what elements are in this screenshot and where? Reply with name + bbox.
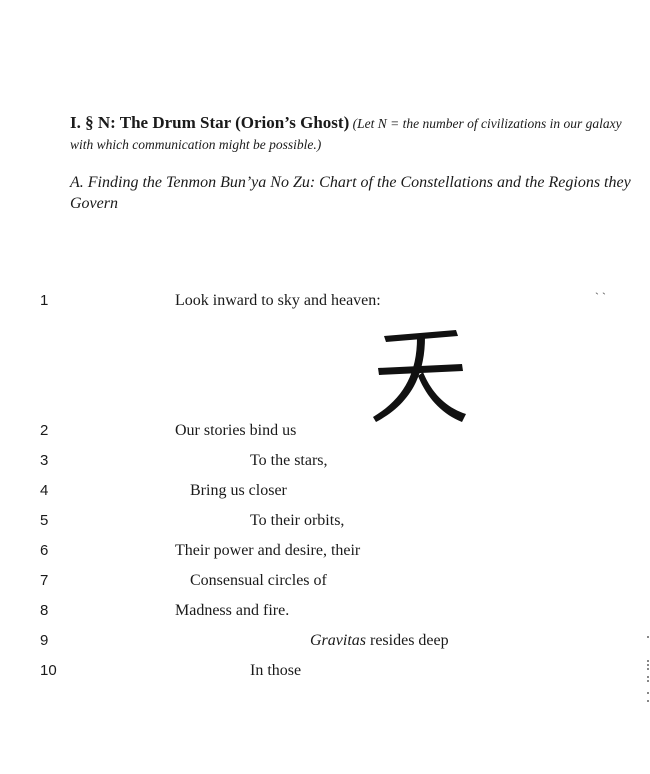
- section-note: (Let N = the number of civilizations in our galaxy with which communication might be possible.): [70, 116, 622, 152]
- poem-line: In those: [250, 662, 302, 679]
- line-number: 4: [40, 482, 49, 499]
- poem-line: Bring us closer: [190, 482, 287, 499]
- section-heading: [70, 112, 630, 155]
- stray-marks: ` `: [595, 290, 606, 304]
- poem-line: Their power and desire, their: [175, 542, 361, 559]
- line-number: 6: [40, 542, 49, 559]
- italic-word: Gravitas: [310, 632, 366, 649]
- line-number: 7: [40, 572, 49, 589]
- line-number: 10: [40, 662, 57, 679]
- poem-line: Madness and fire.: [175, 602, 290, 619]
- poem-line: To their orbits,: [250, 512, 345, 529]
- poem-line: To the stars,: [250, 452, 328, 469]
- line-number: 1: [40, 292, 49, 309]
- kanji-ten-glyph: [370, 326, 470, 426]
- section-title: I. § N: The Drum Star (Orion’s Ghost): [70, 113, 350, 132]
- subsection-heading: A. Finding the Tenmon Bun’ya No Zu: Chart of the Constellations and the Regions they Govern: [70, 174, 631, 212]
- edge-artifact: [646, 636, 650, 706]
- line-number: 5: [40, 512, 49, 529]
- poem-line: Our stories bind us: [175, 422, 297, 439]
- line-number: 8: [40, 602, 49, 619]
- line-number: 2: [40, 422, 49, 439]
- poem-line-rest: resides deep: [366, 632, 449, 649]
- poem-line: Consensual circles of: [190, 572, 327, 589]
- line-number: 9: [40, 632, 49, 649]
- poem-line: [310, 632, 449, 650]
- line-number: 3: [40, 452, 49, 469]
- poem-line: Look inward to sky and heaven:: [175, 292, 381, 309]
